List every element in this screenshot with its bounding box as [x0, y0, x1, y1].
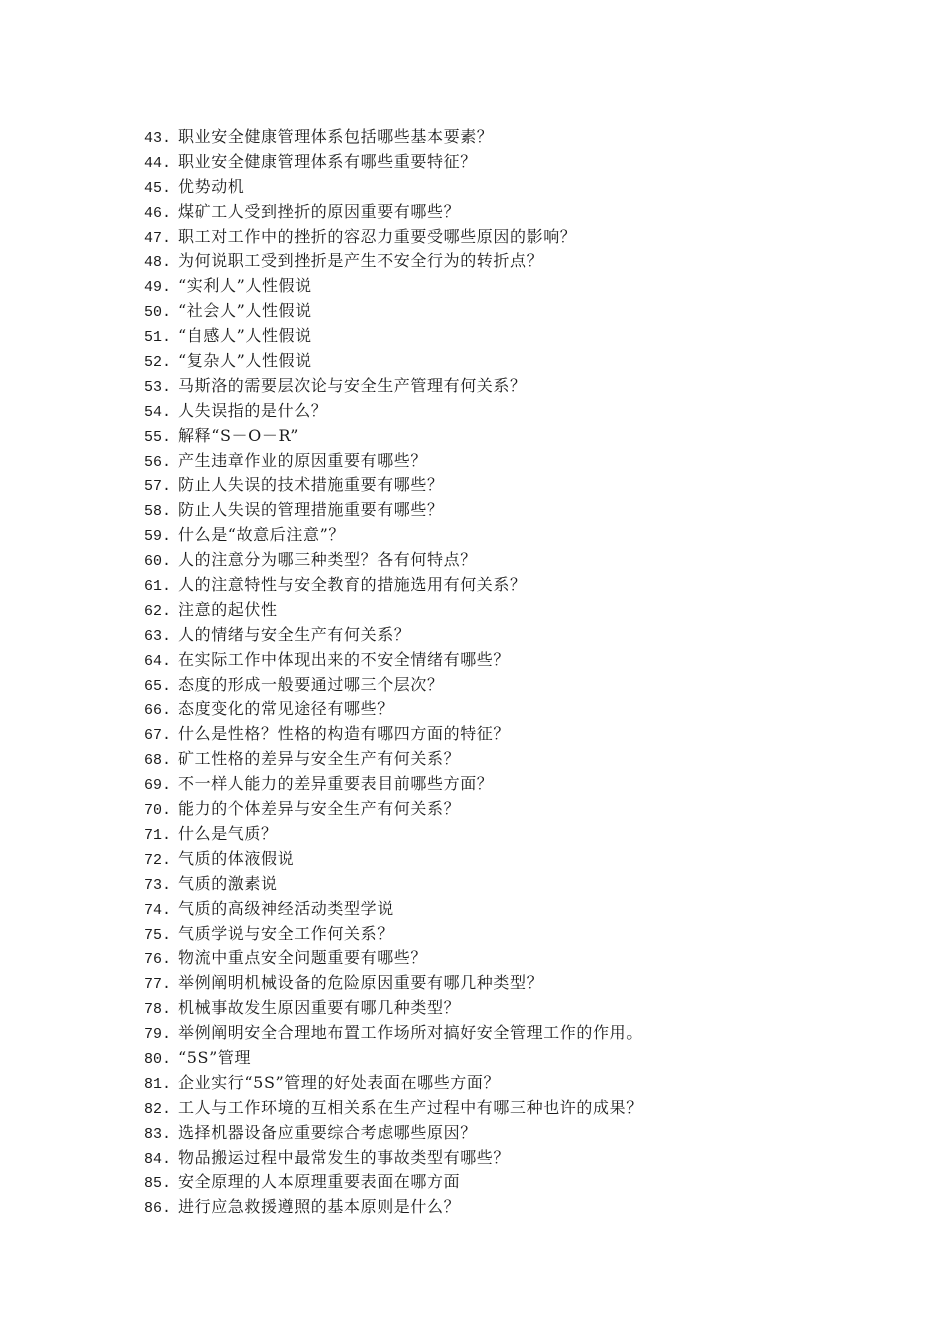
question-text: 人的注意分为哪三种类型？各有何特点？ — [178, 550, 477, 570]
question-item — [144, 349, 904, 374]
question-text: 气质的激素说 — [178, 873, 278, 893]
question-text: 气质的高级神经活动类型学说 — [178, 898, 394, 918]
question-text: 为何说职工受到挫折是产生不安全行为的转折点？ — [178, 251, 544, 271]
question-item — [144, 1170, 904, 1195]
question-number: 45. — [144, 179, 172, 197]
question-number: 78. — [144, 1001, 172, 1019]
question-item — [144, 996, 904, 1021]
question-text: 防止人失误的技术措施重要有哪些？ — [178, 475, 444, 495]
question-list — [144, 125, 904, 1220]
question-text: “自感人”人性假说 — [178, 326, 312, 346]
question-item — [144, 747, 904, 772]
question-number: 68. — [144, 752, 172, 770]
question-number: 43. — [144, 130, 172, 147]
question-item — [144, 598, 904, 623]
question-text: 态度变化的常见途径有哪些？ — [178, 699, 394, 719]
question-item — [144, 399, 904, 424]
question-text: 防止人失误的管理措施重要有哪些？ — [178, 500, 444, 520]
question-item — [144, 573, 904, 598]
question-number: 52. — [144, 354, 172, 372]
question-text: 企业实行“5S”管理的好处表面在哪些方面？ — [178, 1072, 501, 1092]
question-text: 什么是性格？性格的构造有哪四方面的特征？ — [178, 724, 511, 744]
question-number: 73. — [144, 876, 172, 894]
question-text: 什么是“故意后注意”？ — [178, 525, 345, 545]
question-item — [144, 772, 904, 797]
question-text: 人的情绪与安全生产有何关系？ — [178, 624, 411, 644]
question-item — [144, 1096, 904, 1121]
question-item — [144, 1195, 904, 1220]
question-item — [144, 922, 904, 947]
question-item — [144, 249, 904, 274]
question-text: 职业安全健康管理体系有哪些重要特征？ — [178, 151, 477, 171]
question-item — [144, 1021, 904, 1046]
question-item — [144, 847, 904, 872]
question-text: 气质的体液假说 — [178, 848, 295, 868]
question-item — [144, 797, 904, 822]
question-item — [144, 424, 904, 449]
question-number: 65. — [144, 677, 172, 695]
question-text: 马斯洛的需要层次论与安全生产管理有何关系？ — [178, 375, 527, 395]
question-text: 能力的个体差异与安全生产有何关系？ — [178, 799, 461, 819]
question-text: 机械事故发生原因重要有哪几种类型？ — [178, 998, 461, 1018]
question-item — [144, 150, 904, 175]
question-item — [144, 299, 904, 324]
question-item — [144, 274, 904, 299]
question-item — [144, 523, 904, 548]
question-item — [144, 623, 904, 648]
question-number: 59. — [144, 528, 172, 546]
question-number: 50. — [144, 304, 172, 322]
question-number: 82. — [144, 1100, 172, 1118]
question-text: 举例阐明安全合理地布置工作场所对搞好安全管理工作的作用。 — [178, 1023, 643, 1043]
question-number: 44. — [144, 154, 172, 172]
question-text: 气质学说与安全工作何关系？ — [178, 923, 394, 943]
question-item — [144, 1071, 904, 1096]
question-text: 安全原理的人本原理重要表面在哪方面 — [178, 1172, 461, 1192]
question-item — [144, 971, 904, 996]
question-item — [144, 473, 904, 498]
question-text: 矿工性格的差异与安全生产有何关系？ — [178, 749, 461, 769]
question-text: 举例阐明机械设备的危险原因重要有哪几种类型？ — [178, 973, 544, 993]
question-text: 人的注意特性与安全教育的措施选用有何关系？ — [178, 575, 527, 595]
question-number: 57. — [144, 478, 172, 496]
question-text: “社会人”人性假说 — [178, 301, 312, 321]
question-number: 85. — [144, 1175, 172, 1193]
question-item — [144, 648, 904, 673]
question-item — [144, 498, 904, 523]
question-text: 在实际工作中体现出来的不安全情绪有哪些？ — [178, 649, 511, 669]
question-item — [144, 1146, 904, 1171]
question-number: 53. — [144, 378, 172, 396]
question-item — [144, 897, 904, 922]
question-number: 72. — [144, 851, 172, 869]
question-number: 55. — [144, 428, 172, 446]
question-number: 74. — [144, 901, 172, 919]
question-number: 79. — [144, 1026, 172, 1044]
question-number: 83. — [144, 1125, 172, 1143]
question-item — [144, 722, 904, 747]
question-text: 选择机器设备应重要综合考虑哪些原因？ — [178, 1122, 477, 1142]
question-text: 物品搬运过程中最常发生的事故类型有哪些？ — [178, 1147, 511, 1167]
question-number: 80. — [144, 1050, 172, 1068]
question-text: 工人与工作环境的互相关系在生产过程中有哪三种也许的成果？ — [178, 1097, 643, 1117]
question-item — [144, 673, 904, 698]
question-text: 什么是气质？ — [178, 823, 278, 843]
question-number: 66. — [144, 702, 172, 720]
question-item — [144, 946, 904, 971]
question-number: 61. — [144, 578, 172, 596]
question-number: 54. — [144, 403, 172, 421]
question-number: 70. — [144, 802, 172, 820]
question-number: 76. — [144, 951, 172, 969]
question-number: 46. — [144, 204, 172, 222]
question-text: “5S”管理 — [178, 1047, 252, 1067]
question-number: 75. — [144, 926, 172, 944]
question-item — [144, 225, 904, 250]
question-item — [144, 374, 904, 399]
question-item — [144, 324, 904, 349]
question-number: 64. — [144, 652, 172, 670]
question-item — [144, 548, 904, 573]
question-item — [144, 822, 904, 847]
question-number: 56. — [144, 453, 172, 471]
question-number: 58. — [144, 503, 172, 521]
question-text: 职业安全健康管理体系包括哪些基本要素？ — [178, 127, 494, 146]
question-number: 60. — [144, 553, 172, 571]
question-number: 51. — [144, 329, 172, 347]
question-item — [144, 872, 904, 897]
question-item — [144, 449, 904, 474]
question-number: 47. — [144, 229, 172, 247]
question-text: 注意的起伏性 — [178, 599, 278, 619]
question-item — [144, 200, 904, 225]
question-item — [144, 125, 904, 150]
question-number: 81. — [144, 1075, 172, 1093]
question-number: 69. — [144, 777, 172, 795]
question-text: 物流中重点安全问题重要有哪些？ — [178, 948, 428, 968]
question-text: 人失误指的是什么？ — [178, 400, 328, 420]
question-number: 86. — [144, 1200, 172, 1218]
question-item — [144, 175, 904, 200]
question-number: 77. — [144, 976, 172, 994]
question-text: “实利人”人性假说 — [178, 276, 312, 296]
question-item — [144, 1121, 904, 1146]
question-text: “复杂人”人性假说 — [178, 351, 312, 371]
question-text: 优势动机 — [178, 176, 245, 196]
question-text: 不一样人能力的差异重要表目前哪些方面？ — [178, 774, 494, 794]
question-item — [144, 697, 904, 722]
question-text: 产生违章作业的原因重要有哪些？ — [178, 450, 428, 470]
question-number: 67. — [144, 727, 172, 745]
question-text: 态度的形成一般要通过哪三个层次？ — [178, 674, 444, 694]
question-number: 48. — [144, 254, 172, 272]
question-item — [144, 1046, 904, 1071]
question-number: 63. — [144, 627, 172, 645]
question-text: 职工对工作中的挫折的容忍力重要受哪些原因的影响？ — [178, 226, 577, 246]
question-number: 84. — [144, 1150, 172, 1168]
question-number: 49. — [144, 279, 172, 297]
question-text: 煤矿工人受到挫折的原因重要有哪些？ — [178, 201, 461, 221]
question-text: 进行应急救援遵照的基本原则是什么？ — [178, 1197, 461, 1217]
question-text: 解释“S－O－R” — [178, 425, 300, 445]
question-number: 71. — [144, 826, 172, 844]
question-number: 62. — [144, 602, 172, 620]
